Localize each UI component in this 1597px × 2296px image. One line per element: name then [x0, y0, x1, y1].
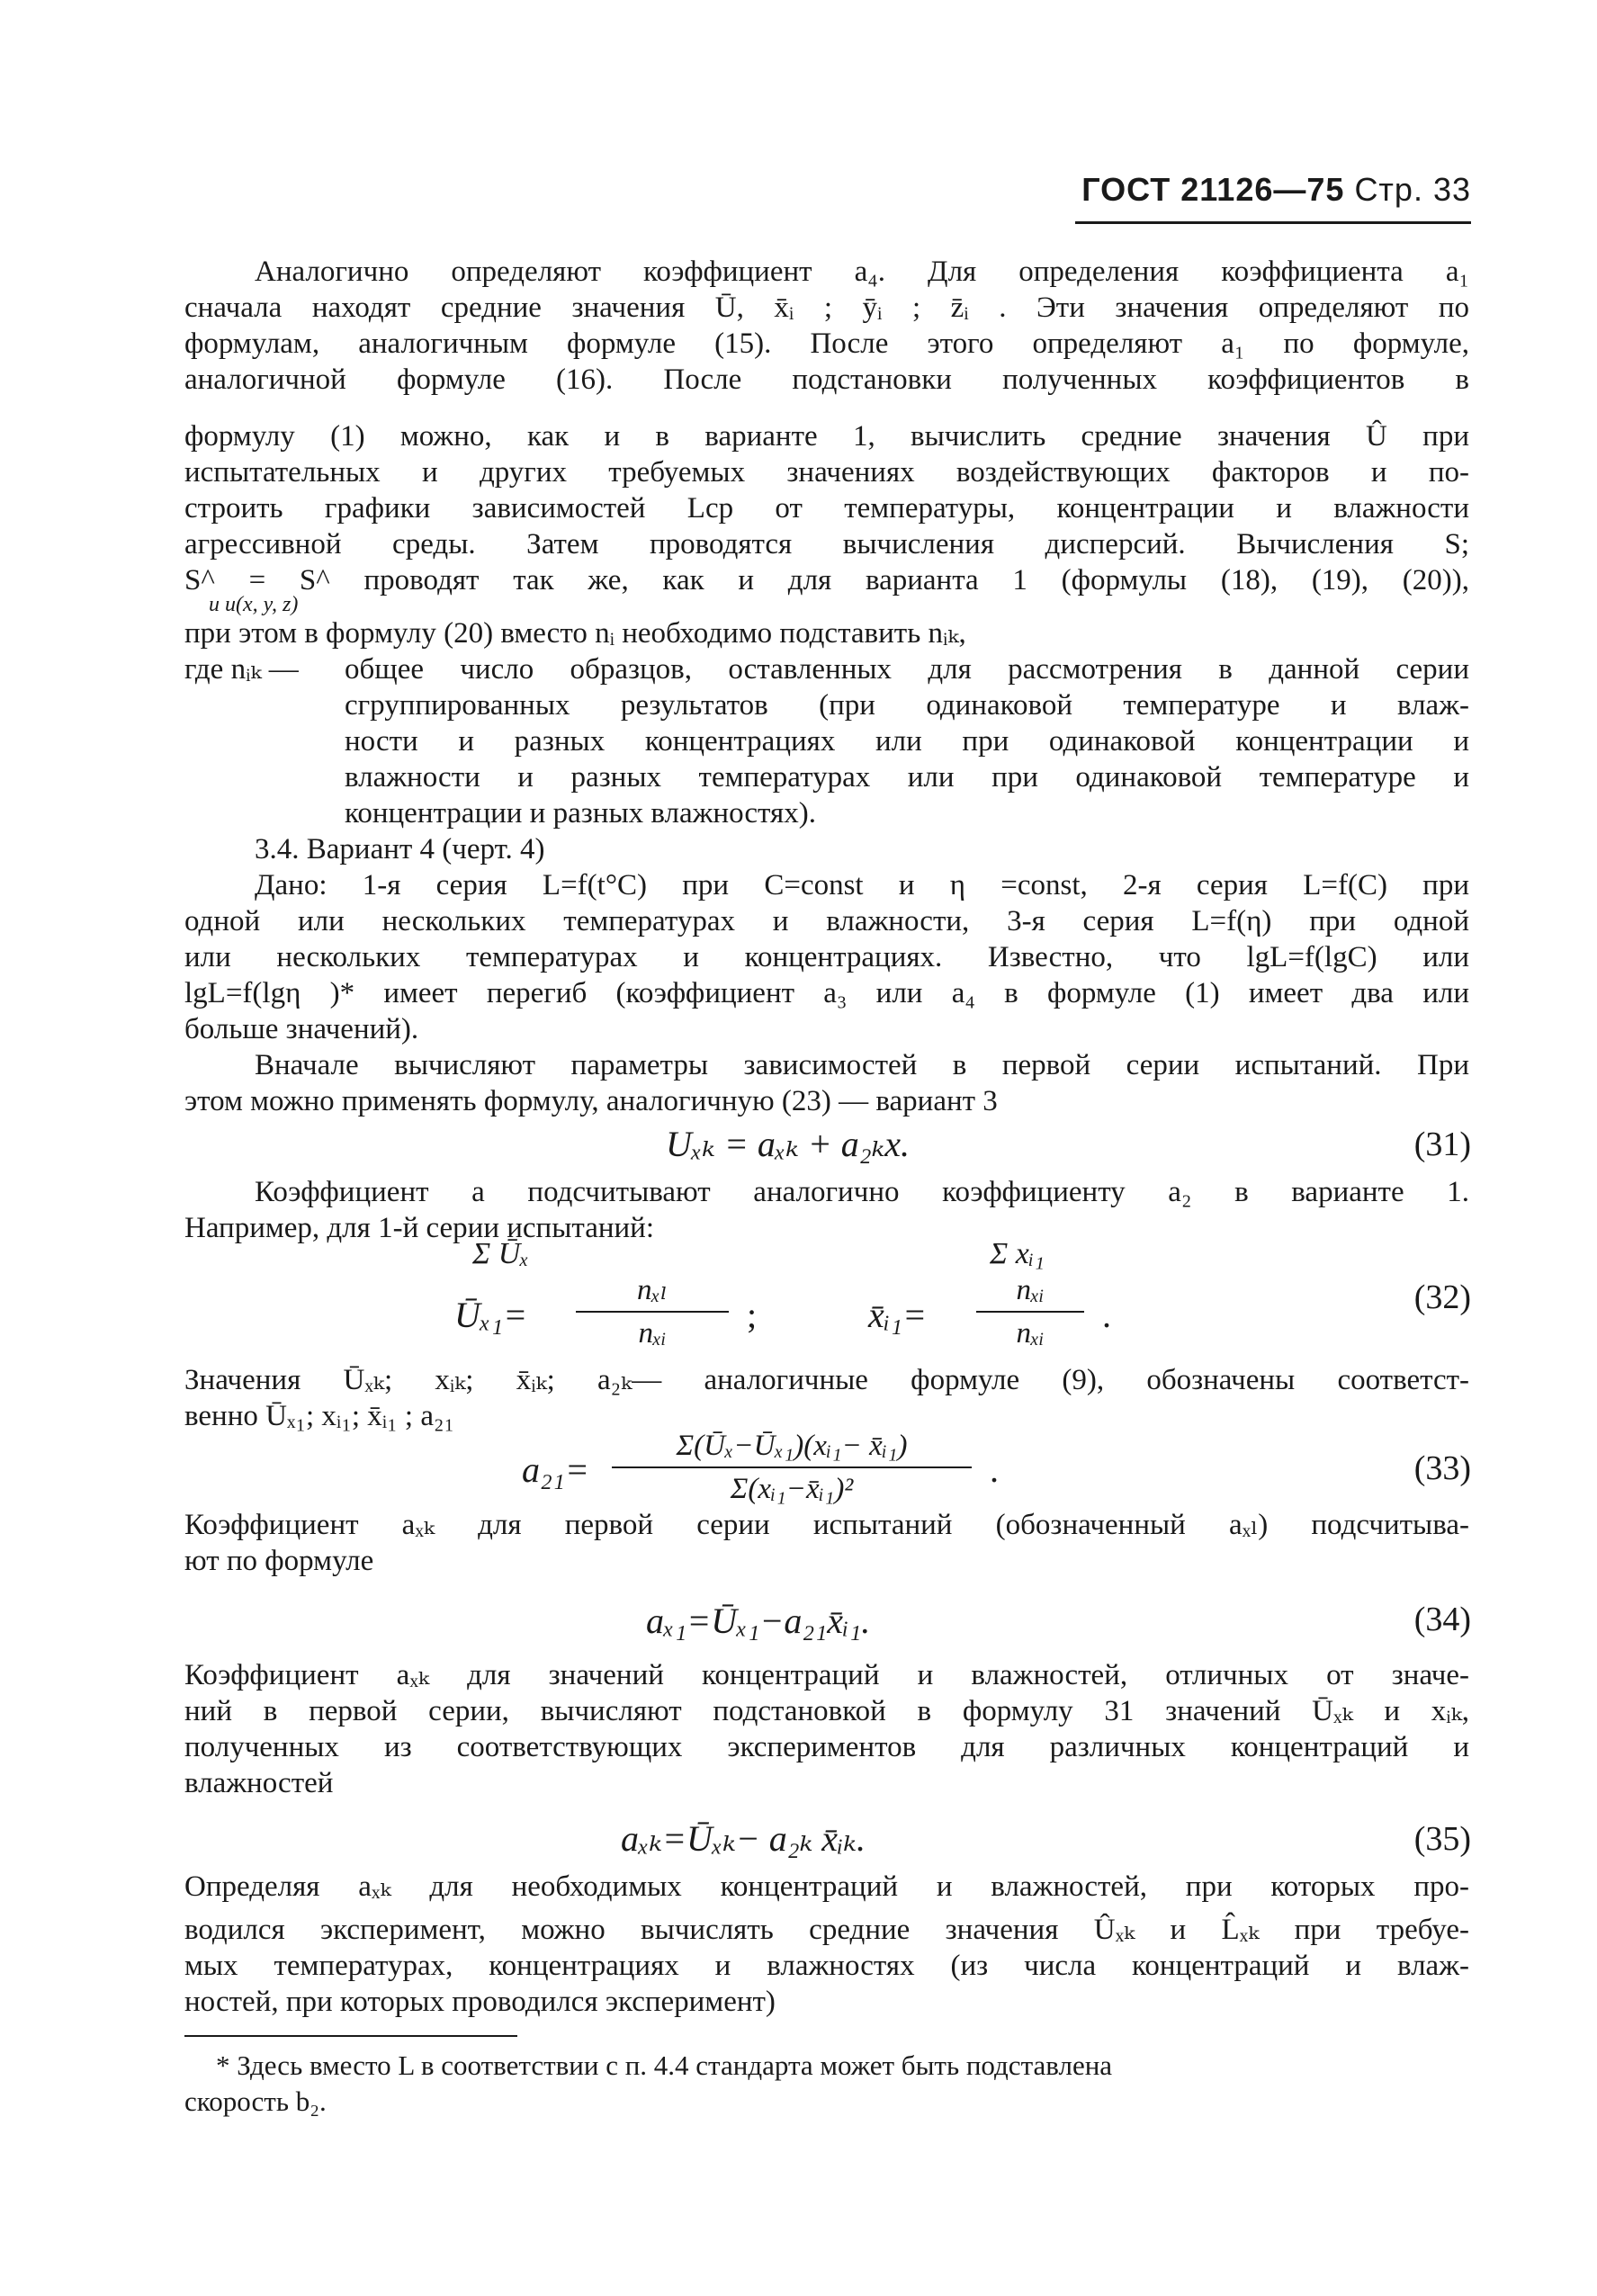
page-header: [1075, 171, 1471, 209]
fraction-32-1: [576, 1273, 729, 1350]
end-punct: .: [1102, 1295, 1111, 1335]
text-line: ностей, при которых проводился эксперимент): [184, 1986, 776, 2018]
formula-31: Uₓₖ = aₓₖ + a₂ₖx.: [666, 1124, 911, 1164]
text-line: аналогичной формуле (16). После подстановки полученных коэффициентов в: [184, 363, 1469, 396]
text-line: S^ = S^ проводят так же, как и для варианта 1 (формулы (18), (19), (20)),: [184, 564, 1469, 596]
denominator: nₓᵢ: [638, 1317, 667, 1350]
text-line: мых температурах, концентрациях и влажностях (из числа концентраций и влаж-: [184, 1950, 1469, 1982]
formula-34: aₓ₁=Ūₓ₁−a₂₁x̄ᵢ₁.: [646, 1601, 871, 1641]
text-line: венно Ūₓ₁; xᵢ₁; x̄ᵢ₁ ; a₂₁: [184, 1400, 454, 1432]
numerator: nₓᵢ: [1016, 1274, 1045, 1306]
text-line: формулу (1) можно, как и в варианте 1, вычислить средние значения Û при: [184, 420, 1469, 453]
sum-symbol: Σ Ūₓ: [472, 1237, 529, 1270]
page-number: Стр. 33: [1354, 171, 1471, 208]
text-line: общее число образцов, оставленных для рассмотрения в данной серии: [345, 653, 1469, 686]
text-line: этом можно применять формулу, аналогичную (23) — вариант 3: [184, 1085, 998, 1117]
footnote-rule: [184, 2035, 517, 2037]
where-label: где nᵢₖ —: [184, 653, 299, 686]
standard-number: ГОСТ 21126—75: [1081, 171, 1345, 208]
numerator: Σ(Ūₓ−Ūₓ₁)(xᵢ₁− x̄ᵢ₁): [676, 1430, 908, 1462]
denominator: nₓᵢ: [1016, 1317, 1045, 1350]
sum-symbol: Σ xᵢ₁: [990, 1237, 1045, 1270]
section-heading: 3.4. Вариант 4 (черт. 4): [255, 833, 545, 865]
text-line: ности и разных концентрациях или при одинаковой концентрации и: [345, 725, 1469, 758]
text-line: Коэффициент aₓₖ для первой серии испытаний (обозначенный aₓₗ) подсчитыва-: [184, 1509, 1469, 1541]
numerator: nₓₗ: [637, 1274, 668, 1306]
text-line: сгруппированных результатов (при одинаковой температуре и влаж-: [345, 689, 1469, 722]
fraction-33: [612, 1429, 972, 1506]
text-line: влажности и разных температурах или при одинаковой температуре и: [345, 761, 1469, 794]
equation-number: (32): [1413, 1278, 1471, 1316]
text-line: полученных из соответствующих экспериментов для различных концентраций и: [184, 1731, 1469, 1763]
end-punct: .: [990, 1449, 999, 1490]
formula-35: aₓₖ=Ūₓₖ− a₂ₖ x̄ᵢₖ.: [621, 1818, 866, 1859]
text-line: агрессивной среды. Затем проводятся вычисления дисперсий. Вычисления S;: [184, 528, 1469, 561]
text-line: Вначале вычисляют параметры зависимостей в первой серии испытаний. При: [255, 1049, 1469, 1081]
text-line: испытательных и других требуемых значениях воздействующих факторов и по-: [184, 456, 1469, 489]
formula-32-lhs1: Ūₓ₁=: [454, 1295, 528, 1335]
text-line: Значения Ūₓₖ; xᵢₖ; x̄ᵢₖ; a₂ₖ— аналогичные формуле (9), обозначены соответст-: [184, 1364, 1469, 1396]
fraction-bar: [612, 1466, 972, 1468]
fraction-bar: [576, 1311, 729, 1313]
formula-32-lhs2: x̄ᵢ₁=: [868, 1295, 927, 1335]
text-line: Коэффициент a подсчитывают аналогично коэффициенту a₂ в варианте 1.: [255, 1176, 1469, 1208]
denominator: Σ(xᵢ₁−x̄ᵢ₁)²: [730, 1473, 854, 1505]
header-rule: [1075, 221, 1471, 224]
text-line: lgL=f(lgη )* имеет перегиб (коэффициент a₃ или a₄ в формуле (1) имеет два или: [184, 977, 1469, 1009]
footnote-line: скорость b₂.: [184, 2085, 327, 2117]
fraction-bar: [976, 1311, 1084, 1313]
equation-number: (31): [1413, 1126, 1471, 1163]
text-line: строить графики зависимостей Lср от температуры, концентрации и влажности: [184, 492, 1469, 525]
text-line: ний в первой серии, вычисляют подстановкой в формулу 31 значений Ūₓₖ и xᵢₖ,: [184, 1695, 1469, 1727]
separator: ;: [747, 1295, 758, 1335]
text-line: формулам, аналогичным формуле (15). После этого определяют a₁ по формуле,: [184, 327, 1469, 360]
text-line: одной или нескольких температурах и влажности, 3-я серия L=f(η) при одной: [184, 905, 1469, 937]
text-line: при этом в формулу (20) вместо nᵢ необходимо подставить nᵢₖ,: [184, 617, 966, 650]
formula-33-lhs: a₂₁=: [522, 1449, 589, 1490]
equation-number: (33): [1413, 1449, 1471, 1487]
text-line: Коэффициент aₓₖ для значений концентраций и влажностей, отличных от значе-: [184, 1659, 1469, 1691]
text-line: или нескольких температурах и концентрациях. Известно, что lgL=f(lgC) или: [184, 941, 1469, 973]
text-line: Определяя aₓₖ для необходимых концентраций и влажностей, при которых про-: [184, 1870, 1469, 1903]
text-line: водился эксперимент, можно вычислять средние значения Ûₓₖ и L̂ₓₖ при требуе-: [184, 1914, 1469, 1946]
text-line: Аналогично определяют коэффициент a₄. Для определения коэффициента a₁: [255, 256, 1469, 288]
equation-number: (34): [1413, 1601, 1471, 1638]
text-line: сначала находят средние значения Ū, x̄ᵢ ; ȳᵢ ; z̄ᵢ . Эти значения определяют по: [184, 291, 1469, 324]
subscript-line: u u(x, y, z): [209, 593, 299, 616]
text-line: Например, для 1-й серии испытаний:: [184, 1212, 655, 1244]
fraction-32-2: [976, 1273, 1084, 1350]
equation-number: (35): [1413, 1820, 1471, 1858]
text-line: ют по формуле: [184, 1545, 374, 1577]
text-line: больше значений).: [184, 1013, 419, 1045]
footnote-line: * Здесь вместо L в соответствии с п. 4.4 стандарта может быть подставлена: [216, 2049, 1113, 2081]
text-line: влажностей: [184, 1767, 334, 1799]
text-line: Дано: 1-я серия L=f(t°C) при C=const и η =const, 2-я серия L=f(C) при: [255, 869, 1469, 901]
text-line: концентрации и разных влажностях).: [345, 797, 816, 830]
